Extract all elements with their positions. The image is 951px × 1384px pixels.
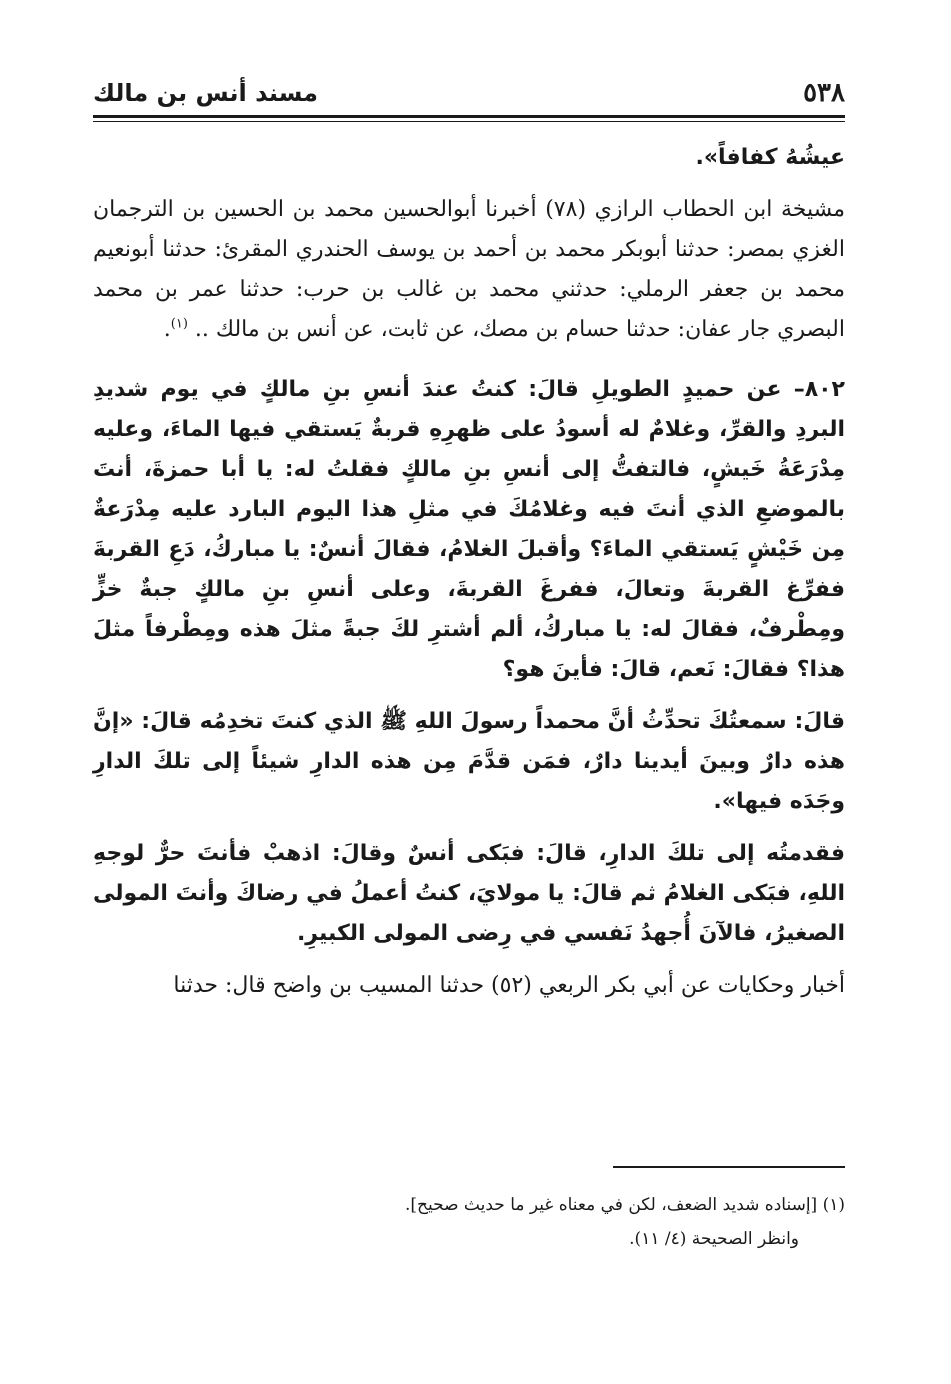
page-number: ٥٣٨ bbox=[803, 78, 845, 108]
footnotes bbox=[93, 1188, 845, 1256]
footnote-marker: (١) bbox=[170, 316, 188, 332]
paragraph-continuation: عيشُهُ كفافاً». bbox=[695, 145, 845, 170]
paragraph-conclusion: فقدمتُه إلى تلكَ الدارِ، قالَ: فبَكى أنسٌ وقالَ: اذهبْ فأنتَ حرٌّ لوجهِ اللهِ، فبَكى الغلامُ ثم قالَ: يا مولايَ، كنتُ أعملُ في رضاكَ وأنتَ المولى الصغيرُ، فالآنَ أُجهدُ نَفسي في رِضى المولى الكبيرِ. bbox=[93, 841, 845, 946]
footnote-1: (١) [إسناده شديد الضعف، لكن في معناه غير ما حديث صحيح]. bbox=[404, 1195, 845, 1215]
footnote-1-reference: وانظر الصحيحة (٤/ ١١). bbox=[629, 1229, 799, 1249]
footnote-separator bbox=[613, 1166, 845, 1168]
main-text bbox=[93, 138, 845, 1006]
paragraph-quote: قالَ: سمعتُكَ تحدِّثُ أنَّ محمداً رسولَ اللهِ ﷺ الذي كنتَ تخدِمُه قالَ: «إنَّ هذه دارٌ وبينَ أيدينا دارٌ، فمَن قدَّمَ مِن هذه الدارِ شيئاً إلى تلكَ الدارِ وجَدَه فيها». bbox=[93, 709, 845, 814]
paragraph-source-chain: مشيخة ابن الحطاب الرازي (٧٨) أخبرنا أبوالحسين محمد بن الحسين بن الترجمان الغزي بمصر: حدثنا أبوبكر محمد بن أحمد بن يوسف الحندري المقرئ: حدثنا أبونعيم محمد بن جعفر الرملي: حدثني محمد بن غالب بن حرب: حدثنا عمر بن محمد البصري جار عفان: حدثنا حسام بن مصك، عن ثابت، عن أنس بن مالك .. $^{(١)}$. bbox=[93, 197, 845, 342]
header-rule-thin bbox=[93, 121, 845, 122]
source-chain-text: مشيخة ابن الحطاب الرازي (٧٨) أخبرنا أبوالحسين محمد بن الحسين بن الترجمان الغزي بمصر: حدثنا أبوبكر محمد بن أحمد بن يوسف الحندري المقرئ: حدثنا أبونعيم محمد بن جعفر الرملي: حدثني محمد بن غالب بن حرب: حدثنا عمر بن محمد البصري جار عفان: حدثنا حسام بن مصك، عن ثابت، عن أنس بن مالك .. bbox=[93, 197, 845, 342]
hadith-802: ٨٠٢– عن حميدٍ الطويلِ قالَ: كنتُ عندَ أنسِ بنِ مالكٍ في يوم شديدِ البردِ والقرِّ، وغلامٌ له أسودُ على ظهرِهِ قربةٌ يَستقي فيها الماءَ، وعليه مِدْرَعَةُ خَيشٍ، فالتفتُّ إلى أنسِ بنِ مالكٍ فقلتُ له: يا أبا حمزةَ، أنتَ بالموضعِ الذي أنتَ فيه وغلامُكَ في مثلِ هذا اليوم البارد عليه مِدْرَعةٌ مِن خَيْشٍ يَستقي الماءَ؟ وأقبلَ الغلامُ، فقالَ أنسٌ: يا مباركُ، دَعِ القربةَ ففرِّغ القربةَ وتعالَ، ففرغَ القربةَ، وعلى أنسِ بنِ مالكٍ جبةٌ خزٍّ ومِطْرفٌ، فقالَ له: يا مباركُ، ألم أشترِ لكَ جبةً مثلَ هذه ومِطْرفاً مثلَ هذا؟ فقالَ: نَعم، قالَ: فأينَ هو؟ bbox=[93, 377, 845, 682]
paragraph-next-source: أخبار وحكايات عن أبي بكر الربعي (٥٢) حدثنا المسيب بن واضح قال: حدثنا bbox=[173, 973, 845, 998]
running-head: مسند أنس بن مالك bbox=[93, 79, 319, 107]
page-header bbox=[93, 78, 845, 112]
header-rule-thick bbox=[93, 115, 845, 118]
